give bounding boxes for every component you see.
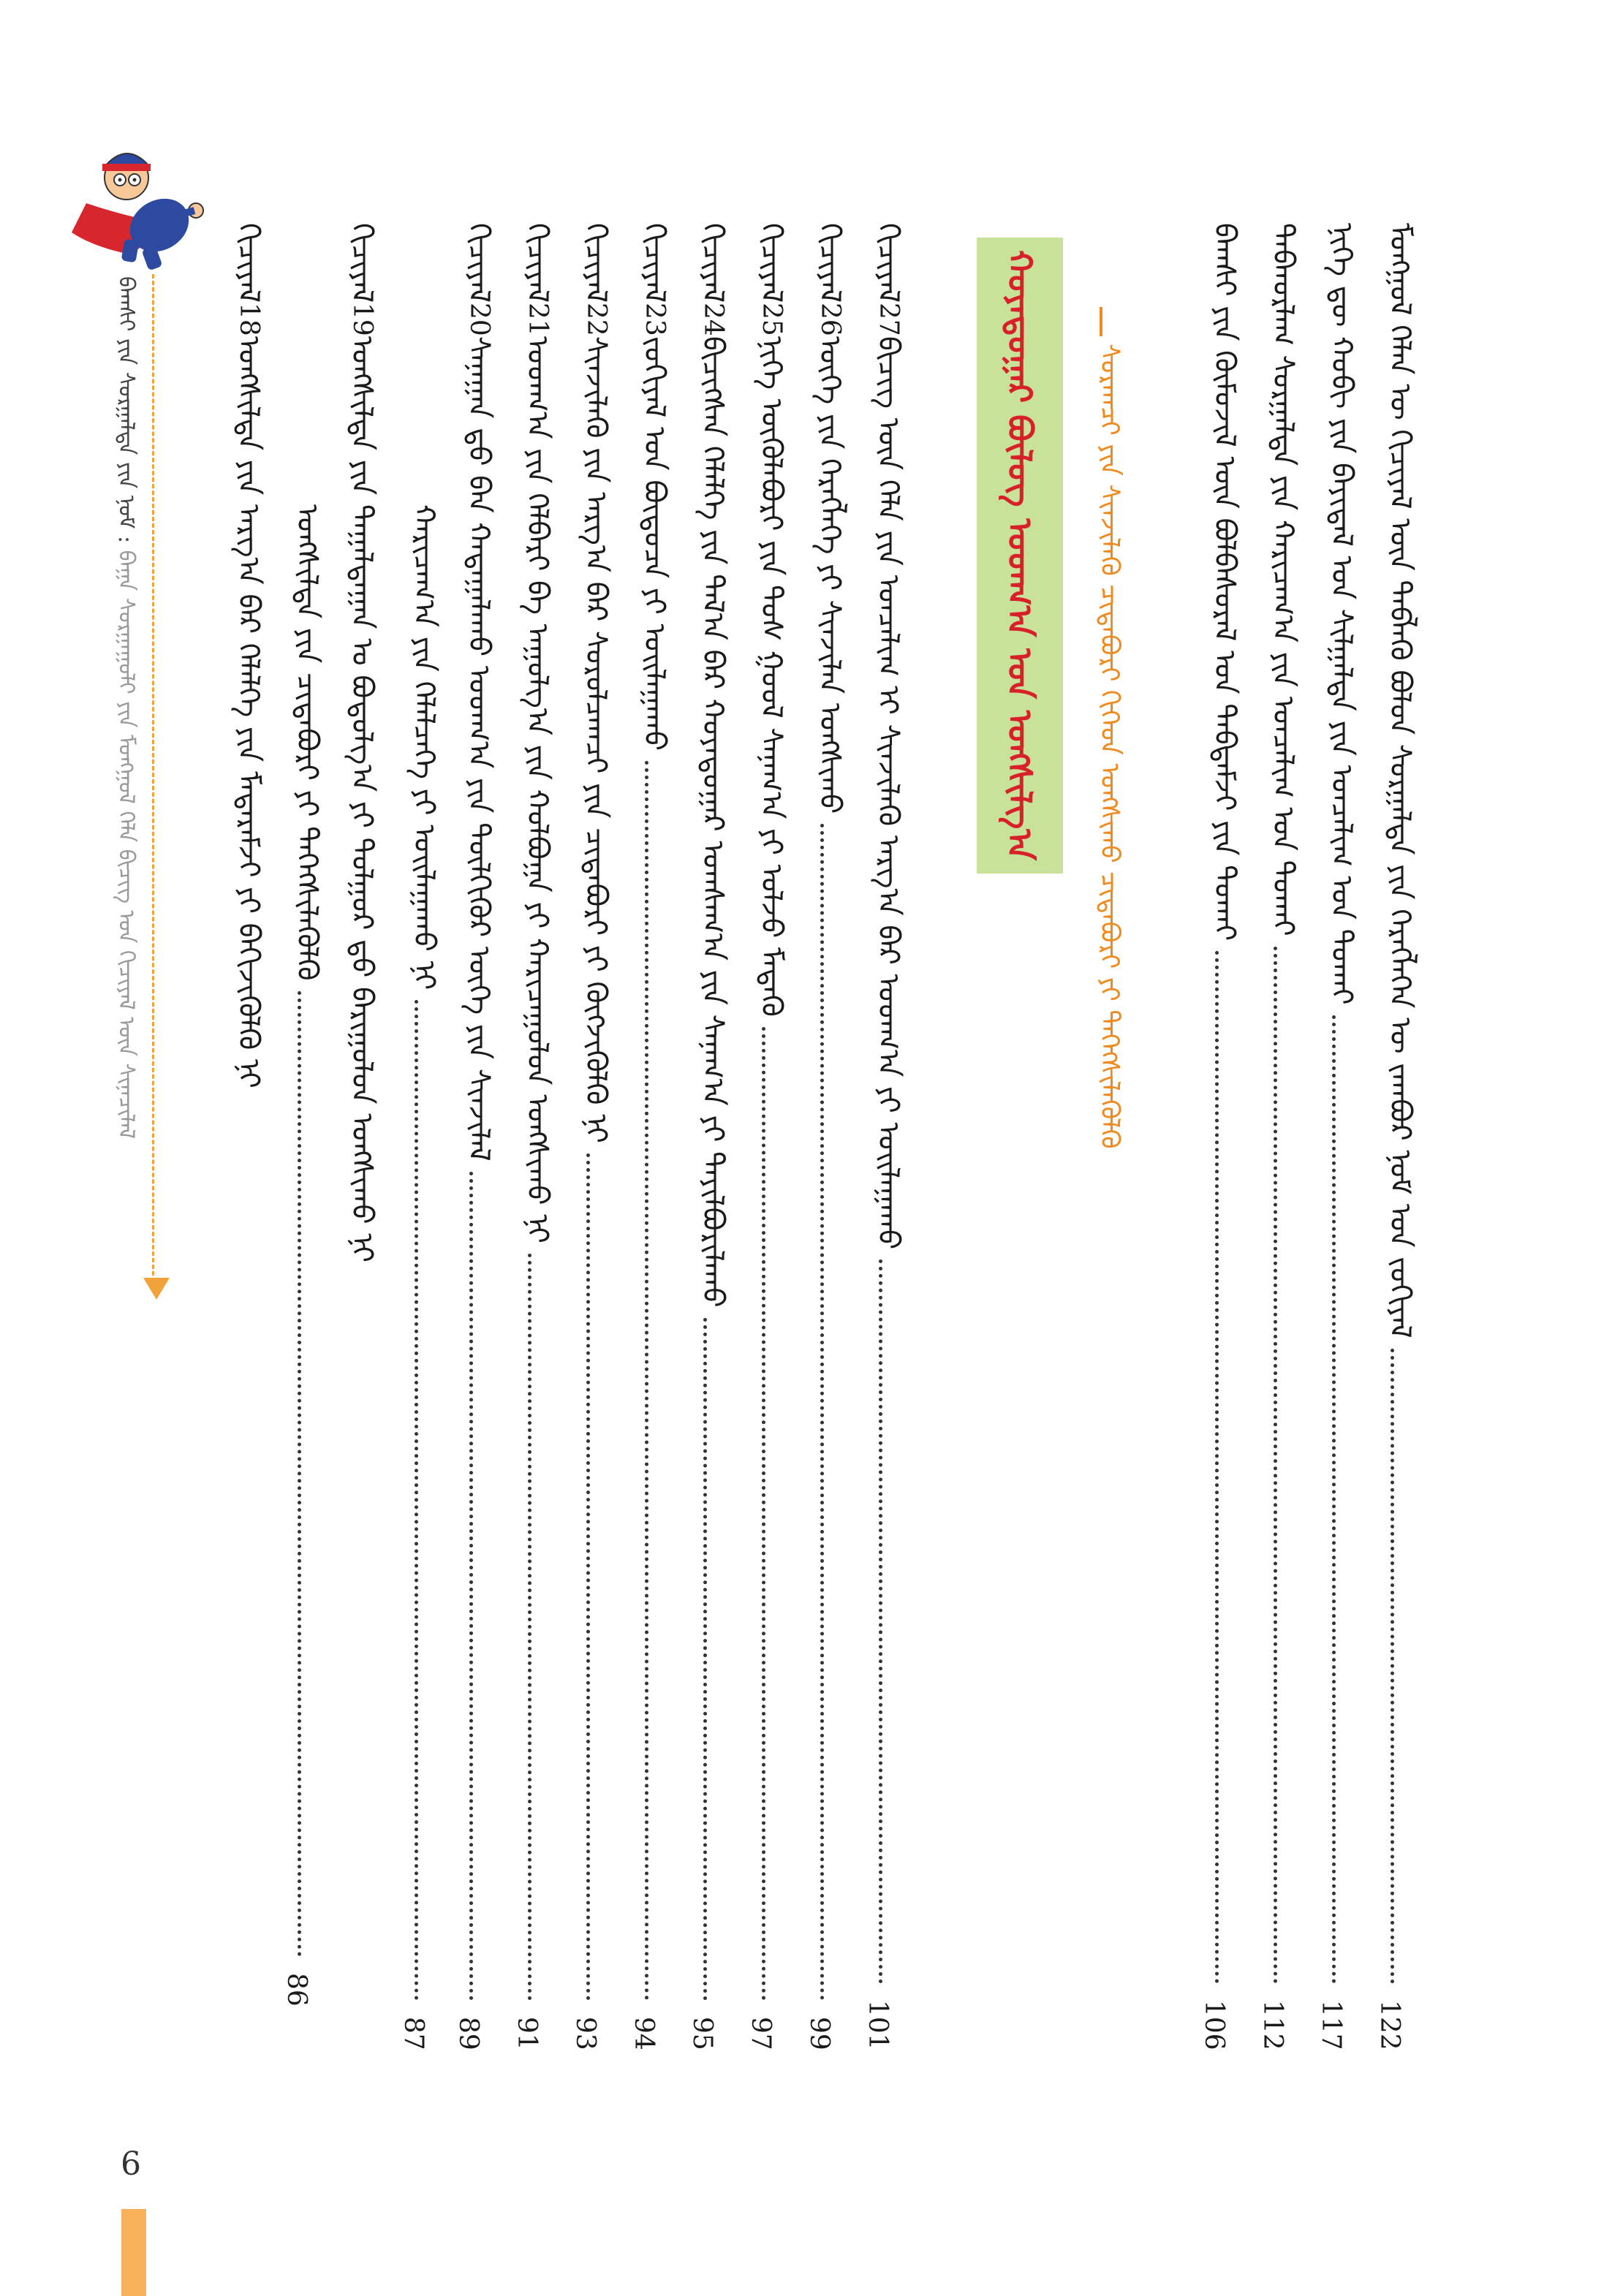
lesson-title: ᠪᠢᠴᠢᠭᠰᠡᠨ ᠬᠡᠯᠡᠯᠭᠡ ᠶᠢᠨ ᠲᠠᠯ᠎ᠠ ᠪᠡᠷ ᠬᠣᠶᠠᠳᠤᠭᠠᠷ ᠤᠭᠰᠠᠭ᠎ᠠ ᠶᠢᠨ ᠰᠠᠨᠠᠭ᠎ᠠ ᠶᠢ ᠲᠠᠶᠢᠯᠪᠤᠷᠢᠯᠠᠬᠤ (696, 336, 730, 1308)
dot-leader (528, 1254, 531, 2001)
triangle-marker (143, 1278, 170, 1300)
lesson-label: ᠬᠢᠴᠢᠶᠡᠯ19 (345, 223, 379, 336)
lesson-title: ᠬᠠᠷᠢᠴᠠᠭ᠎ᠠ ᠶᠢᠨ ᠬᠡᠯᠡᠯᠴᠡᠭᠡ ᠶᠢ ᠣᠢᠯᠠᠭᠠᠬᠤ ᠨᠢ (407, 504, 441, 990)
dot-leader (1332, 1015, 1336, 1985)
lesson-title: ᠨᠢᠭᠡ ᠦᠭᠦᠯᠡᠪᠦᠷᠢ ᠶᠢᠨ ᠲᠤᠰ ᠭᠣᠣᠯ ᠰᠠᠨᠠᠭ᠎ᠠ ᠶᠢ ᠣᠯᠵᠤ ᠮᠡᠳᠡᠬᠦ (754, 336, 788, 1017)
toc-lesson[interactable] (453, 223, 504, 2050)
series-label: ᠪᠠᠭᠰᠢ ᠶᠢᠨ ᠰᠤᠷᠭᠠᠯᠲᠠ ᠶᠢᠨ ᠨᠣᠮ : (113, 276, 139, 544)
toc-entry-title: ᠪᠠᠭᠰᠢ ᠶᠢᠨ ᠬᠦᠮᠦᠵᠢᠯ ᠦᠨ ᠪᠣᠯᠪᠠᠰᠤᠷᠠᠯ ᠤᠨ ᠳᠠᠪᠲᠠᠮᠵᠢ ᠶᠢᠨ ᠲᠤᠬᠠᠢ (1208, 223, 1241, 941)
toc-lesson[interactable] (223, 223, 274, 1721)
toc-page-number: 117 (1316, 2000, 1346, 2050)
lesson-label: ᠬᠢᠴᠢᠶᠡᠯ26 (813, 223, 847, 336)
toc-lesson-continuation[interactable] (398, 504, 450, 2050)
page-number: 6 (121, 2145, 141, 2183)
toc-lesson[interactable] (863, 223, 914, 2050)
dot-leader (1215, 951, 1219, 1984)
dot-leader (1391, 1349, 1394, 1985)
section-subtitle: ᠰᠤᠷᠠᠭᠴᠢ ᠶᠢᠨ ᠰᠢᠨᠵᠢᠯᠡᠬᠦ ᠴᠢᠳᠠᠪᠤᠷᠢ ᠬᠢᠭᠡᠳ ᠤᠩᠰᠢᠬᠤ ᠴᠢᠳᠠᠪᠤᠷᠢ ᠶᠢ ᠳᠡᠭᠡᠭᠰᠢᠯᠡᠭᠦᠯᠬᠦ (1094, 344, 1124, 1149)
toc-page-number: 95 (687, 2017, 717, 2050)
toc-entry[interactable] (1316, 223, 1367, 2050)
dot-leader (586, 1153, 590, 2001)
series-detail: ᠪᠠᠭᠠ ᠰᠤᠷᠭᠠᠭᠤᠯᠢ ᠶᠢᠨ ᠮᠣᠩᠭᠣᠯ ᠬᠡᠯᠡ ᠪᠢᠴᠢᠭ ᠤᠨ ᠬᠢᠴᠢᠶᠡᠯ ᠦᠨ ᠰᠢᠨᠡᠴᠢᠯᠡᠯ (113, 550, 139, 1139)
lesson-label: ᠬᠢᠴᠢᠶᠡᠯ20 (462, 223, 496, 336)
toc-entry-title: ᠮᠣᠩᠭᠣᠯ ᠬᠡᠯᠡᠨ ᠦ ᠬᠢᠴᠢᠶᠡᠯ ᠦᠨ ᠲᠡᠪᠯᠡᠬᠦ ᠪᠣᠯᠣᠨ ᠰᠤᠷᠭᠠᠯᠲᠠ ᠶᠢᠨ ᠬᠡᠷᠡᠭᠯᠡᠭᠡᠨ ᠦ ᠵᠠᠭᠪᠤᠷ ᠨᠣᠮ ᠤᠨ ᠵᠣᠬᠢᠶᠠᠯ (1383, 223, 1417, 1338)
dot-leader (1274, 947, 1277, 1985)
dot-leader (415, 1000, 418, 2001)
toc-page-number: 94 (629, 2017, 659, 2050)
toc-page-number: 91 (512, 2017, 542, 2050)
toc-page-number: 93 (570, 2017, 600, 2050)
lesson-number: 18 (234, 303, 264, 336)
lesson-label: ᠬᠢᠴᠢᠶᠡᠯ18 (232, 223, 265, 336)
superhero-boy-mascot (64, 137, 225, 276)
lesson-title: ᠤᠳᠬ᠎ᠠ ᠶᠢᠨ ᠬᠡᠯᠪᠡᠷᠢ ᠪᠠ ᠠᠭᠤᠯᠭ᠎ᠠ ᠶᠢᠨ ᠬᠣᠯᠪᠤᠭᠠ ᠶᠢ ᠬᠠᠷᠢᠴᠠᠭᠤᠯᠤᠨ ᠤᠩᠰᠢᠬᠤ ᠨᠢ (521, 336, 554, 1243)
lesson-number: 22 (581, 303, 611, 336)
subtitle-dash (1100, 307, 1102, 336)
dot-leader (469, 1172, 473, 2001)
toc-entry[interactable] (1374, 223, 1426, 2050)
lesson-number: 26 (815, 303, 845, 336)
lesson-number: 19 (347, 303, 377, 336)
lesson-label: ᠬᠢᠴᠢᠶᠡᠯ23 (638, 223, 671, 336)
lesson-number: 25 (757, 303, 787, 336)
lesson-title: ᠰᠠᠨᠠᠭᠠᠨ ᠳ᠋ᠤ ᠪᠠᠨ ᠬᠠᠳᠠᠭᠠᠯᠠᠬᠤ ᠤᠳᠬ᠎ᠠ ᠶᠢᠨ ᠲᠦᠯᠬᠢᠭᠦᠷ ᠦᠭᠡ ᠶᠢᠨ ᠰᠢᠨᠵᠢᠯᠡᠯ (462, 336, 496, 1162)
lesson-number: 21 (523, 303, 553, 336)
toc-lesson[interactable] (336, 223, 387, 1685)
toc-page-number: 101 (863, 2000, 893, 2050)
dashed-rule (152, 274, 154, 1276)
toc-lesson[interactable] (687, 223, 738, 2050)
section-banner (977, 238, 1063, 874)
toc-page-number: 99 (804, 2017, 834, 2050)
toc-lesson[interactable] (570, 223, 621, 2050)
toc-page-number: 112 (1257, 2000, 1287, 2050)
lesson-number: 23 (640, 303, 670, 336)
lesson-title: ᠰᠢᠨᠵᠢᠯᠡᠬᠦ ᠶᠢᠨ ᠠᠷᠭ᠎ᠠ ᠪᠠᠷ ᠰᠤᠷᠤᠯᠴᠠᠭᠴᠢ ᠶᠢᠨ ᠴᠢᠳᠠᠪᠤᠷᠢ ᠶᠢ ᠬᠥᠭᠵᠢᠭᠦᠯᠬᠦ ᠨᠢ (579, 336, 613, 1143)
toc-entry-title: ᠳᠠᠪᠬᠤᠷᠯᠠᠭ ᠰᠤᠷᠭᠠᠯᠲᠠ ᠶᠢᠨ ᠬᠠᠷᠢᠴᠠᠭ᠎ᠠ ᠶᠢᠨ ᠣᠨᠴᠠᠯᠢᠭ ᠤᠨ ᠲᠤᠬᠠᠢ (1266, 223, 1300, 936)
lesson-title: ᠵᠣᠬᠢᠶᠠᠯ ᠤᠨ ᠪᠦᠲᠦᠴᠡ ᠶᠢ ᠣᠢᠯᠠᠭᠠᠬᠤ (638, 336, 671, 751)
dot-leader (762, 1027, 765, 2001)
lesson-title: ᠤᠩᠰᠢᠯᠲᠠ ᠶᠢᠨ ᠠᠷᠭ᠎ᠠ ᠪᠠᠷ ᠬᠡᠯᠡᠯᠭᠡ ᠶᠢᠨ ᠮᠡᠳᠡᠷᠡᠮᠵᠢ ᠶᠢ ᠪᠡᠬᠢᠵᠢᠭᠦᠯᠬᠦ ᠨᠢ (232, 336, 265, 1088)
toc-entry[interactable] (1199, 223, 1250, 2050)
toc-lesson[interactable] (746, 223, 797, 2050)
lesson-title: ᠦᠭᠡ ᠶᠢᠨ ᠬᠡᠷᠡᠭᠯᠡᠭᠡ ᠶᠢ ᠰᠢᠨᠵᠢᠯᠡᠨ ᠤᠩᠰᠢᠬᠤ (813, 336, 847, 814)
toc-page-number: 87 (398, 2017, 428, 2050)
lesson-label: ᠬᠢᠴᠢᠶᠡᠯ27 (871, 223, 905, 336)
toc-page-number: 106 (1199, 2000, 1229, 2050)
lesson-label: ᠬᠢᠴᠢᠶᠡᠯ24 (696, 223, 730, 336)
lesson-label: ᠬᠢᠴᠢᠶᠡᠯ25 (754, 223, 788, 336)
series-caption (107, 276, 145, 1139)
lesson-label: ᠬᠢᠴᠢᠶᠡᠯ21 (521, 223, 554, 336)
lesson-number: 20 (464, 303, 494, 336)
toc-entry[interactable] (1257, 223, 1309, 2050)
toc-lesson[interactable] (512, 223, 563, 2050)
dot-leader (703, 1318, 707, 2001)
dot-leader (645, 761, 648, 2001)
lesson-title: ᠤᠩᠰᠢᠯᠲᠠ ᠶᠢᠨ ᠴᠢᠳᠠᠪᠤᠷᠢ ᠶᠢ ᠳᠡᠭᠡᠭᠰᠢᠯᠡᠭᠦᠯᠬᠦ (290, 504, 324, 981)
toc-page-number: 97 (746, 2017, 776, 2050)
toc-page-number: 89 (453, 2017, 483, 2050)
page-tab (121, 2209, 146, 2296)
dot-leader (820, 824, 824, 2001)
lesson-title: ᠤᠩᠰᠢᠯᠲᠠ ᠶᠢᠨ ᠳᠠᠭᠠᠯᠳᠠᠭᠠᠨ ᠤ ᠪᠣᠳᠣᠯᠭ᠎ᠠ ᠶᠢ ᠲᠤᠯᠭᠤᠷ ᠳ᠋ᠤ ᠪᠠᠷᠢᠭᠤᠯᠤᠨ ᠤᠩᠰᠢᠬᠤ ᠨᠢ (345, 336, 379, 1262)
lesson-number: 24 (698, 303, 728, 336)
toc-entry-title: ᠨᠢᠭᠡ ᠳᠦ ᠬᠤᠪᠢ ᠶᠢᠨ ᠪᠠᠶᠢᠳᠠᠯ ᠤᠨ ᠰᠢᠯᠭᠠᠯᠲᠠ ᠶᠢᠨ ᠣᠨᠴᠠᠯᠢᠭ ᠤᠨ ᠲᠤᠬᠠᠢ (1325, 223, 1358, 1005)
dot-leader (298, 991, 301, 1958)
lesson-number: 27 (874, 303, 904, 336)
lesson-label: ᠬᠢᠴᠢᠶᠡᠯ22 (579, 223, 613, 336)
lesson-title: ᠪᠢᠴᠢᠭ ᠦᠨ ᠬᠡᠯᠡ ᠶᠢᠨ ᠣᠨᠴᠠᠯᠢᠭ ᠢ ᠰᠢᠨᠵᠢᠯᠡᠬᠦ ᠠᠷᠭ᠎ᠠ ᠪᠠᠷ ᠤᠳᠬ᠎ᠠ ᠶᠢ ᠣᠢᠯᠠᠭᠠᠬᠤ (871, 336, 905, 1250)
section-title: ᠬᠣᠶᠠᠳᠤᠭᠠᠷ ᠪᠦᠯᠦᠭ ᠤᠳᠬ᠎ᠠ ᠤᠨ ᠤᠩᠰᠢᠯᠭ᠎ᠠ (1000, 250, 1040, 861)
toc-page-number: 122 (1374, 2000, 1404, 2050)
dot-leader (879, 1259, 882, 1984)
toc-lesson-continuation[interactable] (281, 504, 333, 2007)
toc-lesson[interactable] (804, 223, 855, 2050)
toc-page-number: 86 (281, 1973, 311, 2007)
toc-lesson[interactable] (629, 223, 680, 2050)
